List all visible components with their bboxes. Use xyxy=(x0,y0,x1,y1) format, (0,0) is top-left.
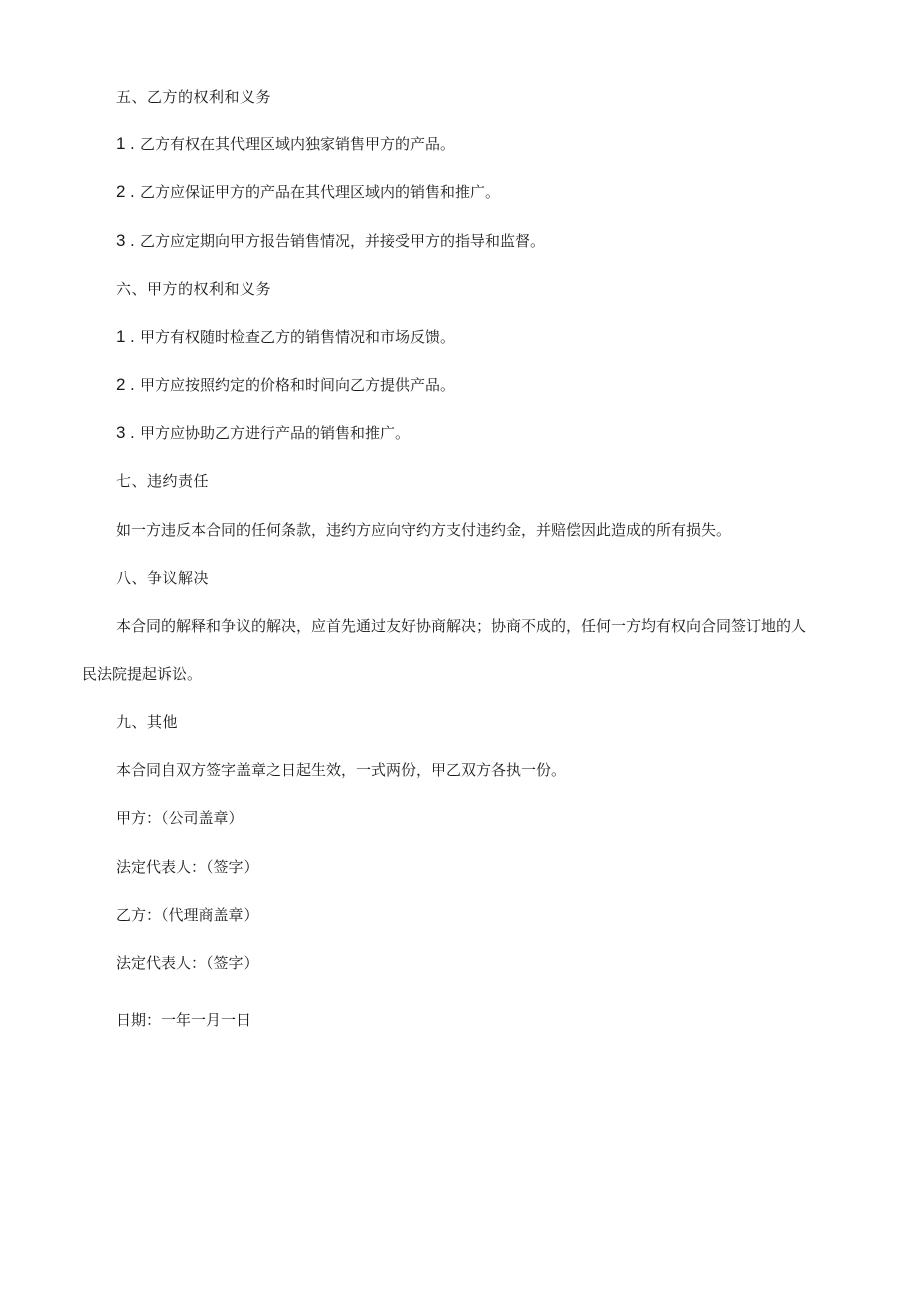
section-6-heading: 六、甲方的权利和义务 xyxy=(116,280,272,298)
section-6-item-1 xyxy=(116,327,455,347)
item-text: 乙方有权在其代理区域内独家销售甲方的产品。 xyxy=(140,135,456,153)
party-b-representative: 法定代表人：（签字） xyxy=(116,954,259,972)
section-6-item-2 xyxy=(116,375,455,395)
section-5-heading: 五、乙方的权利和义务 xyxy=(116,88,272,106)
item-number: 2 xyxy=(116,375,126,394)
item-number-separator: . xyxy=(130,183,135,201)
party-b-seal: 乙方：（代理商盖章） xyxy=(116,906,259,924)
section-5-item-1 xyxy=(116,134,455,154)
item-number-separator: . xyxy=(130,328,135,346)
section-8-body-line-2: 民法院提起诉讼。 xyxy=(82,665,203,683)
item-number: 3 xyxy=(116,423,126,442)
item-text: 乙方应定期向甲方报告销售情况，并接受甲方的指导和监督。 xyxy=(140,232,546,250)
item-text: 甲方应按照约定的价格和时间向乙方提供产品。 xyxy=(140,376,456,394)
section-5-item-3 xyxy=(116,231,545,251)
item-number: 2 xyxy=(116,182,126,201)
item-number: 3 xyxy=(116,231,126,250)
section-9-heading: 九、其他 xyxy=(116,713,179,731)
party-a-representative: 法定代表人：（签字） xyxy=(116,858,259,876)
section-8-heading: 八、争议解决 xyxy=(116,569,210,587)
item-number-separator: . xyxy=(130,376,135,394)
signing-date: 日期：一年一月一日 xyxy=(116,1011,252,1029)
item-number-separator: . xyxy=(130,424,135,442)
section-6-item-3 xyxy=(116,423,410,443)
section-7-body: 如一方违反本合同的任何条款，违约方应向守约方支付违约金，并赔偿因此造成的所有损失。 xyxy=(116,521,732,539)
item-text: 乙方应保证甲方的产品在其代理区域内的销售和推广。 xyxy=(140,183,501,201)
item-text: 甲方应协助乙方进行产品的销售和推广。 xyxy=(140,424,411,442)
item-text: 甲方有权随时检查乙方的销售情况和市场反馈。 xyxy=(140,328,456,346)
section-5-item-2 xyxy=(116,182,500,202)
item-number: 1 xyxy=(116,327,126,346)
section-9-body: 本合同自双方签字盖章之日起生效，一式两份，甲乙双方各执一份。 xyxy=(116,761,567,779)
section-8-body-line-1: 本合同的解释和争议的解决，应首先通过友好协商解决；协商不成的，任何一方均有权向合同签订地的人 xyxy=(116,617,807,635)
party-a-seal: 甲方：（公司盖章） xyxy=(116,809,244,827)
item-number-separator: . xyxy=(130,232,135,250)
section-7-heading: 七、违约责任 xyxy=(116,472,210,490)
item-number-separator: . xyxy=(130,135,135,153)
item-number: 1 xyxy=(116,134,126,153)
